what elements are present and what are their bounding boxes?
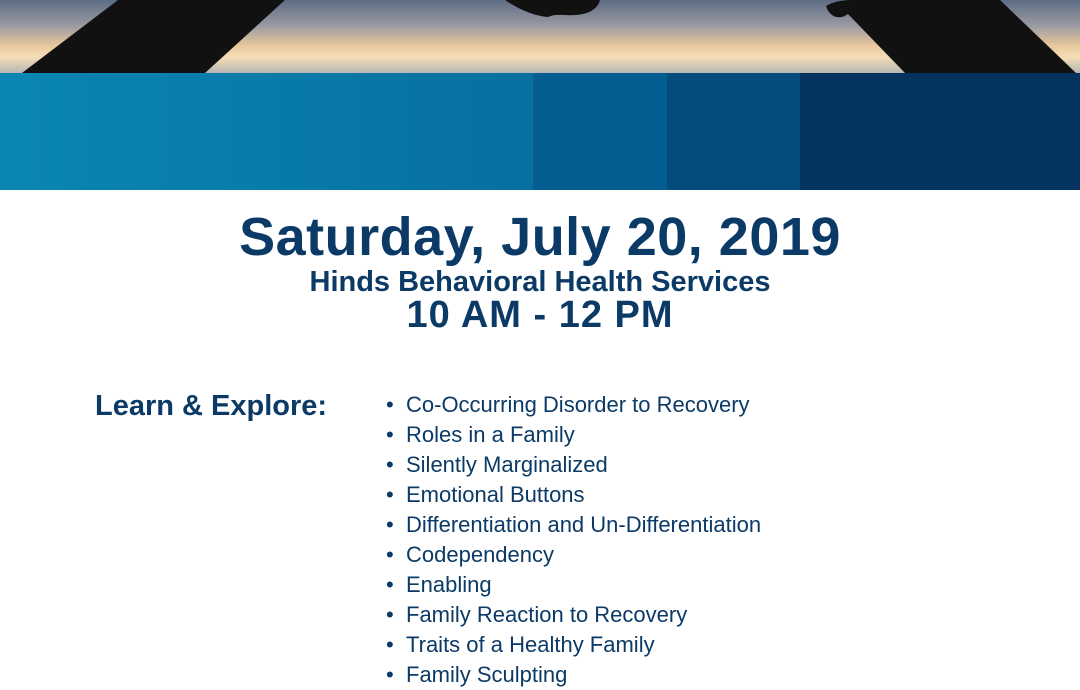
hero-image (0, 0, 1080, 73)
topic-item: • Enabling (386, 570, 761, 600)
hands-heart-silhouette-icon (0, 0, 1080, 73)
topic-item: • Family Reaction to Recovery (386, 600, 761, 630)
topic-item: • Family Sculpting (386, 660, 761, 690)
topic-item: • Differentiation and Un-Differentiation (386, 510, 761, 540)
color-band-dark-blue (667, 73, 800, 190)
topic-list (386, 390, 761, 690)
event-time: 10 AM - 12 PM (406, 294, 674, 336)
color-band-mid-blue (533, 73, 667, 190)
topic-item: • Emotional Buttons (386, 480, 761, 510)
learn-explore-heading: Learn & Explore: (95, 390, 328, 422)
event-date: Saturday, July 20, 2019 (239, 207, 841, 267)
topic-item: • Co-Occurring Disorder to Recovery (386, 390, 761, 420)
event-venue: Hinds Behavioral Health Services (309, 266, 771, 298)
color-band-navy (800, 73, 1080, 190)
color-band-strip (0, 73, 1080, 190)
event-details (0, 205, 1080, 335)
topic-item: • Codependency (386, 540, 761, 570)
color-band-light-blue (0, 73, 533, 190)
topic-item: • Roles in a Family (386, 420, 761, 450)
topic-item: • Silently Marginalized (386, 450, 761, 480)
topic-item: • Traits of a Healthy Family (386, 630, 761, 660)
